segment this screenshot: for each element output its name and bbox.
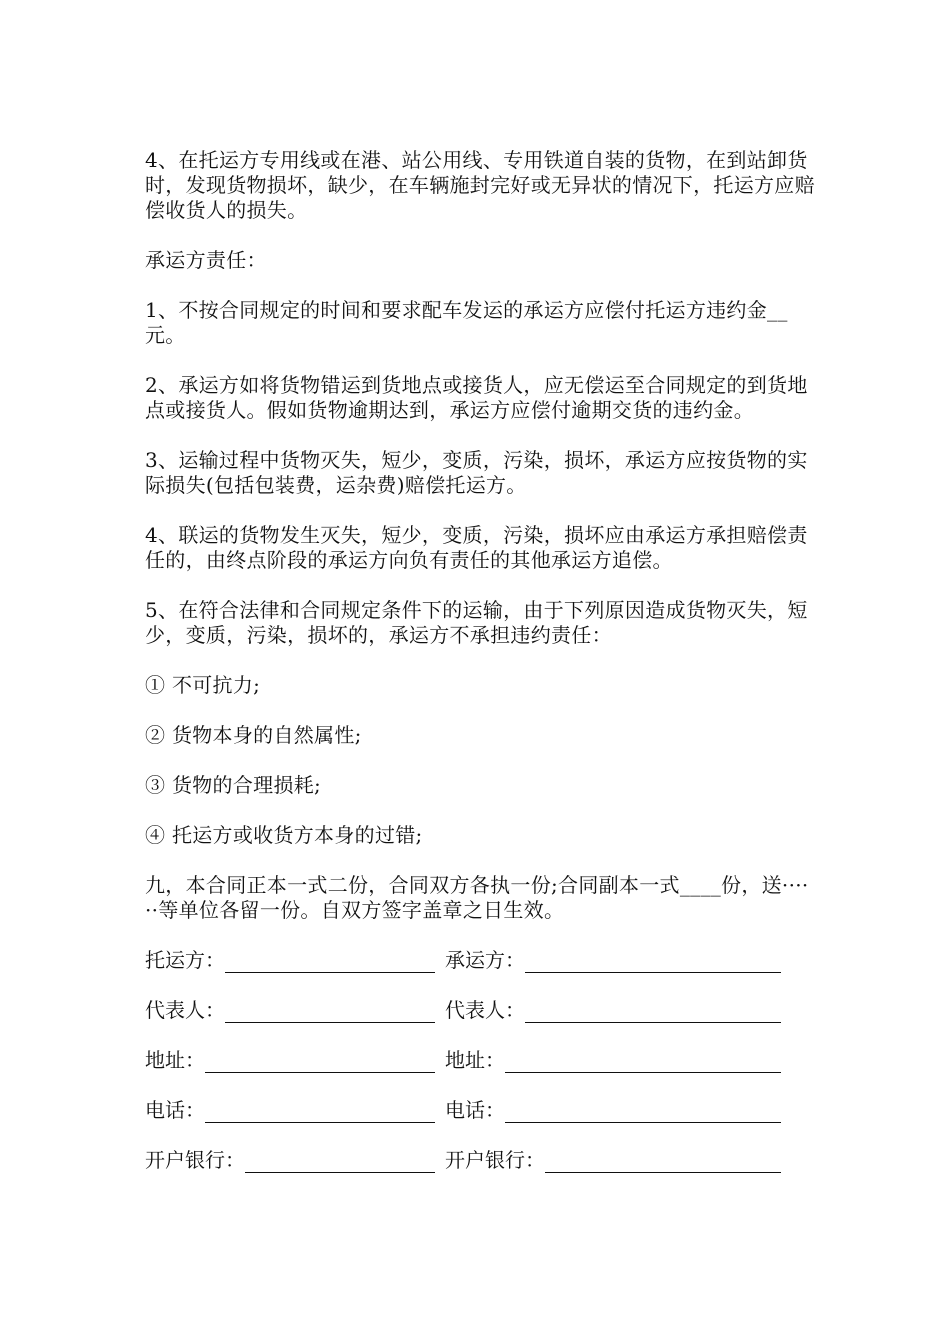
document-page — [145, 148, 815, 1198]
signature-row-address — [145, 1048, 815, 1073]
signature-block — [145, 948, 815, 1173]
shipper-phone-line[interactable] — [205, 1104, 435, 1123]
paragraph-clause-nine: 九，本合同正本一式二份，合同双方各执一份;合同副本一式____份，送······等单位各留一份。自双方签字盖章之日生效。 — [145, 873, 809, 922]
shipper-bank-line[interactable] — [245, 1154, 435, 1173]
signature-cell-carrier-bank — [445, 1148, 791, 1173]
shipper-signature-line[interactable] — [225, 954, 435, 973]
shipper-bank-label: 开户银行： — [145, 1148, 245, 1172]
signature-cell-carrier-rep — [445, 998, 791, 1023]
signature-cell-carrier — [445, 948, 791, 973]
carrier-address-label: 地址： — [445, 1048, 505, 1072]
paragraph-carrier-clause-3: 3、运输过程中货物灭失，短少，变质，污染，损坏，承运方应按货物的实际损失(包括包装费，运杂费)赔偿托运方。 — [145, 448, 808, 497]
signature-row-representative — [145, 998, 815, 1023]
paragraph-carrier-clause-4: 4、联运的货物发生灭失，短少，变质，污染，损坏应由承运方承担赔偿责任的，由终点阶段的承运方向负有责任的其他承运方追偿。 — [145, 523, 808, 572]
carrier-address-line[interactable] — [505, 1054, 781, 1073]
carrier-bank-label: 开户银行： — [445, 1148, 545, 1172]
shipper-representative-line[interactable] — [225, 1004, 435, 1023]
carrier-phone-label: 电话： — [445, 1098, 505, 1122]
carrier-representative-label: 代表人： — [445, 998, 525, 1022]
list-item-natural-attribute: ② 货物本身的自然属性; — [145, 723, 362, 747]
list-item-party-fault: ④ 托运方或收货方本身的过错; — [145, 823, 423, 847]
carrier-bank-line[interactable] — [545, 1154, 781, 1173]
shipper-address-line[interactable] — [205, 1054, 435, 1073]
signature-cell-shipper-phone — [145, 1098, 445, 1123]
list-item-reasonable-loss: ③ 货物的合理损耗; — [145, 773, 322, 797]
shipper-address-label: 地址： — [145, 1048, 205, 1072]
carrier-label: 承运方： — [445, 948, 525, 972]
carrier-phone-line[interactable] — [505, 1104, 781, 1123]
shipper-phone-label: 电话： — [145, 1098, 205, 1122]
signature-cell-shipper — [145, 948, 445, 973]
shipper-label: 托运方： — [145, 948, 225, 972]
signature-cell-shipper-rep — [145, 998, 445, 1023]
paragraph-carrier-responsibility-heading: 承运方责任： — [145, 248, 267, 272]
signature-cell-shipper-bank — [145, 1148, 445, 1173]
signature-cell-carrier-address — [445, 1048, 791, 1073]
paragraph-carrier-clause-1: 1、不按合同规定的时间和要求配车发运的承运方应偿付托运方违约金__元。 — [145, 298, 788, 347]
paragraph-carrier-clause-5: 5、在符合法律和合同规定条件下的运输，由于下列原因造成货物灭失，短少，变质，污染，损坏的，承运方不承担违约责任： — [145, 598, 808, 647]
carrier-representative-line[interactable] — [525, 1004, 781, 1023]
carrier-signature-line[interactable] — [525, 954, 781, 973]
signature-row-party — [145, 948, 815, 973]
signature-row-phone — [145, 1098, 815, 1123]
shipper-representative-label: 代表人： — [145, 998, 225, 1022]
paragraph-carrier-clause-2: 2、承运方如将货物错运到货地点或接货人，应无偿运至合同规定的到货地点或接货人。假如货物逾期达到，承运方应偿付逾期交货的违约金。 — [145, 373, 808, 422]
signature-row-bank — [145, 1148, 815, 1173]
signature-cell-shipper-address — [145, 1048, 445, 1073]
list-item-force-majeure: ① 不可抗力; — [145, 673, 261, 697]
paragraph-shipper-clause-4: 4、在托运方专用线或在港、站公用线、专用铁道自装的货物，在到站卸货时，发现货物损坏，缺少，在车辆施封完好或无异状的情况下，托运方应赔偿收货人的损失。 — [145, 148, 815, 222]
signature-cell-carrier-phone — [445, 1098, 791, 1123]
